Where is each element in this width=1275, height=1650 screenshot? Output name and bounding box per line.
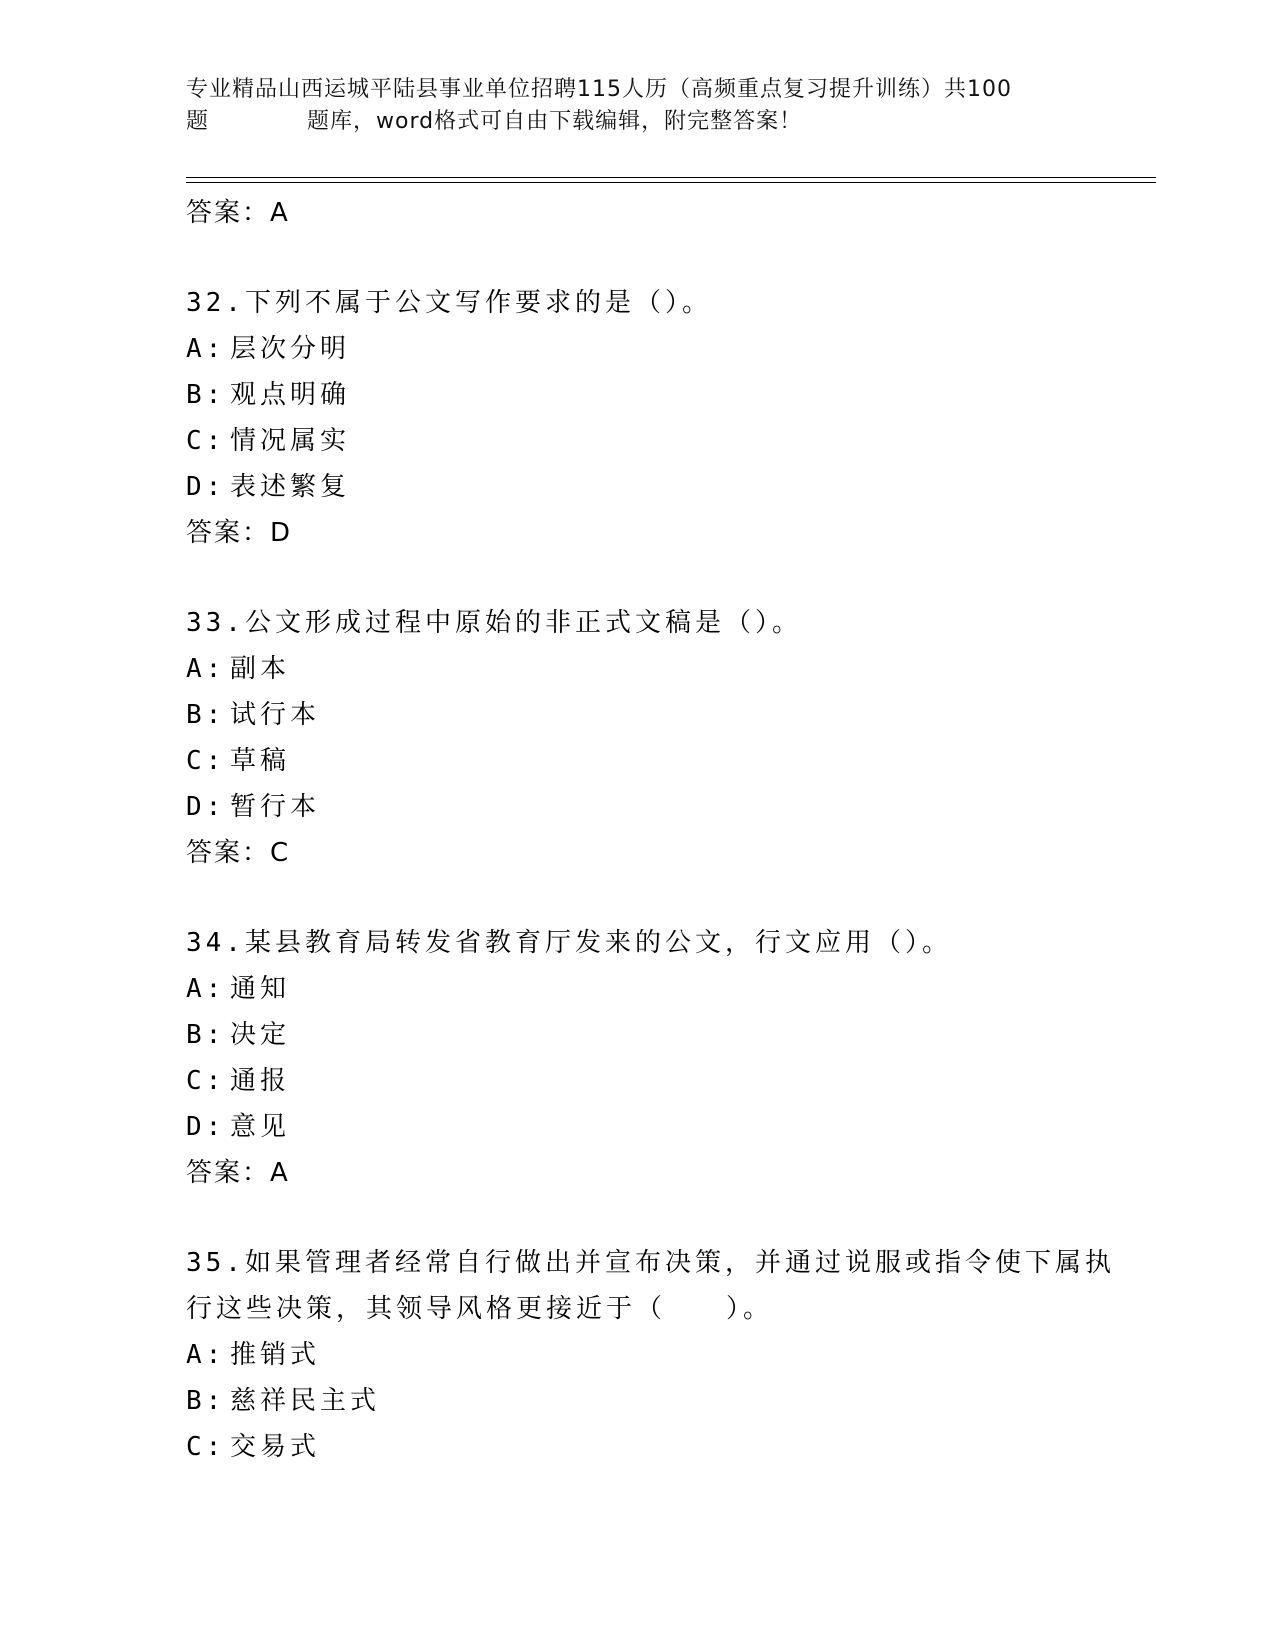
option-key: D: xyxy=(186,792,226,822)
option-text: 试行本 xyxy=(230,700,321,730)
option-key: A: xyxy=(186,334,226,364)
previous-answer xyxy=(186,190,1136,236)
answer-value: D xyxy=(270,518,292,548)
option-text: 决定 xyxy=(230,1020,291,1050)
option-text: 表述繁复 xyxy=(230,472,351,502)
option-key: A: xyxy=(186,654,226,684)
answer-label: 答案： xyxy=(186,518,271,548)
question-text-line-2: 行这些决策，其领导风格更接近于（ ）。 xyxy=(186,1294,774,1324)
option-text: 意见 xyxy=(230,1112,291,1142)
answer-34 xyxy=(186,1150,1136,1196)
question-text-line-1: 35.如果管理者经常自行做出并宣布决策，并通过说服或指令使下属执 xyxy=(186,1248,1115,1278)
answer-value: A xyxy=(270,1158,289,1188)
header-title-line-2-rest: 题库，word格式可自由下载编辑，附完整答案！ xyxy=(307,109,803,134)
option-key: C: xyxy=(186,1066,226,1096)
option-text: 通报 xyxy=(230,1066,291,1096)
option-c xyxy=(186,1424,1136,1470)
option-text: 层次分明 xyxy=(230,334,351,364)
option-b xyxy=(186,372,1136,418)
option-a xyxy=(186,326,1136,372)
option-text: 交易式 xyxy=(230,1432,321,1462)
option-key: B: xyxy=(186,1386,226,1416)
answer-33 xyxy=(186,830,1136,876)
option-key: A: xyxy=(186,1340,226,1370)
option-text: 观点明确 xyxy=(230,380,351,410)
option-c xyxy=(186,418,1136,464)
question-text: 32.下列不属于公文写作要求的是（）。 xyxy=(186,288,712,318)
question-text: 34.某县教育局转发省教育厅发来的公文，行文应用（）。 xyxy=(186,928,952,958)
header-title-line-2-start: 题 xyxy=(186,109,210,134)
option-text: 情况属实 xyxy=(230,426,351,456)
option-key: A: xyxy=(186,974,226,1004)
option-key: C: xyxy=(186,1432,226,1462)
option-a xyxy=(186,1332,1136,1378)
option-text: 慈祥民主式 xyxy=(230,1386,381,1416)
option-d xyxy=(186,784,1136,830)
option-a xyxy=(186,966,1136,1012)
question-34 xyxy=(186,920,1136,1196)
option-text: 通知 xyxy=(230,974,291,1004)
option-c xyxy=(186,738,1136,784)
header-title-line-2 xyxy=(186,106,1086,138)
option-d xyxy=(186,1104,1136,1150)
page-header xyxy=(186,74,1086,138)
answer-label: 答案： xyxy=(186,198,271,228)
option-key: B: xyxy=(186,700,226,730)
answer-label: 答案： xyxy=(186,1158,271,1188)
option-key: C: xyxy=(186,426,226,456)
header-title-line-1: 专业精品山西运城平陆县事业单位招聘115人历（高频重点复习提升训练）共100 xyxy=(186,77,1012,102)
answer-value: C xyxy=(270,838,290,868)
option-b xyxy=(186,692,1136,738)
option-key: B: xyxy=(186,380,226,410)
option-text: 副本 xyxy=(230,654,291,684)
option-text: 暂行本 xyxy=(230,792,321,822)
option-a xyxy=(186,646,1136,692)
answer-label: 答案： xyxy=(186,838,271,868)
header-divider-bottom xyxy=(186,182,1156,183)
document-body xyxy=(186,190,1136,1470)
option-d xyxy=(186,464,1136,510)
answer-value: A xyxy=(270,198,289,228)
option-b xyxy=(186,1378,1136,1424)
question-text xyxy=(186,1240,1136,1332)
header-divider-top xyxy=(186,177,1156,178)
question-35 xyxy=(186,1240,1136,1470)
option-key: D: xyxy=(186,1112,226,1142)
option-key: B: xyxy=(186,1020,226,1050)
answer-32 xyxy=(186,510,1136,556)
option-b xyxy=(186,1012,1136,1058)
question-32 xyxy=(186,280,1136,556)
option-text: 草稿 xyxy=(230,746,291,776)
question-33 xyxy=(186,600,1136,876)
option-key: C: xyxy=(186,746,226,776)
option-text: 推销式 xyxy=(230,1340,321,1370)
option-key: D: xyxy=(186,472,226,502)
option-c xyxy=(186,1058,1136,1104)
question-text: 33.公文形成过程中原始的非正式文稿是（）。 xyxy=(186,608,802,638)
